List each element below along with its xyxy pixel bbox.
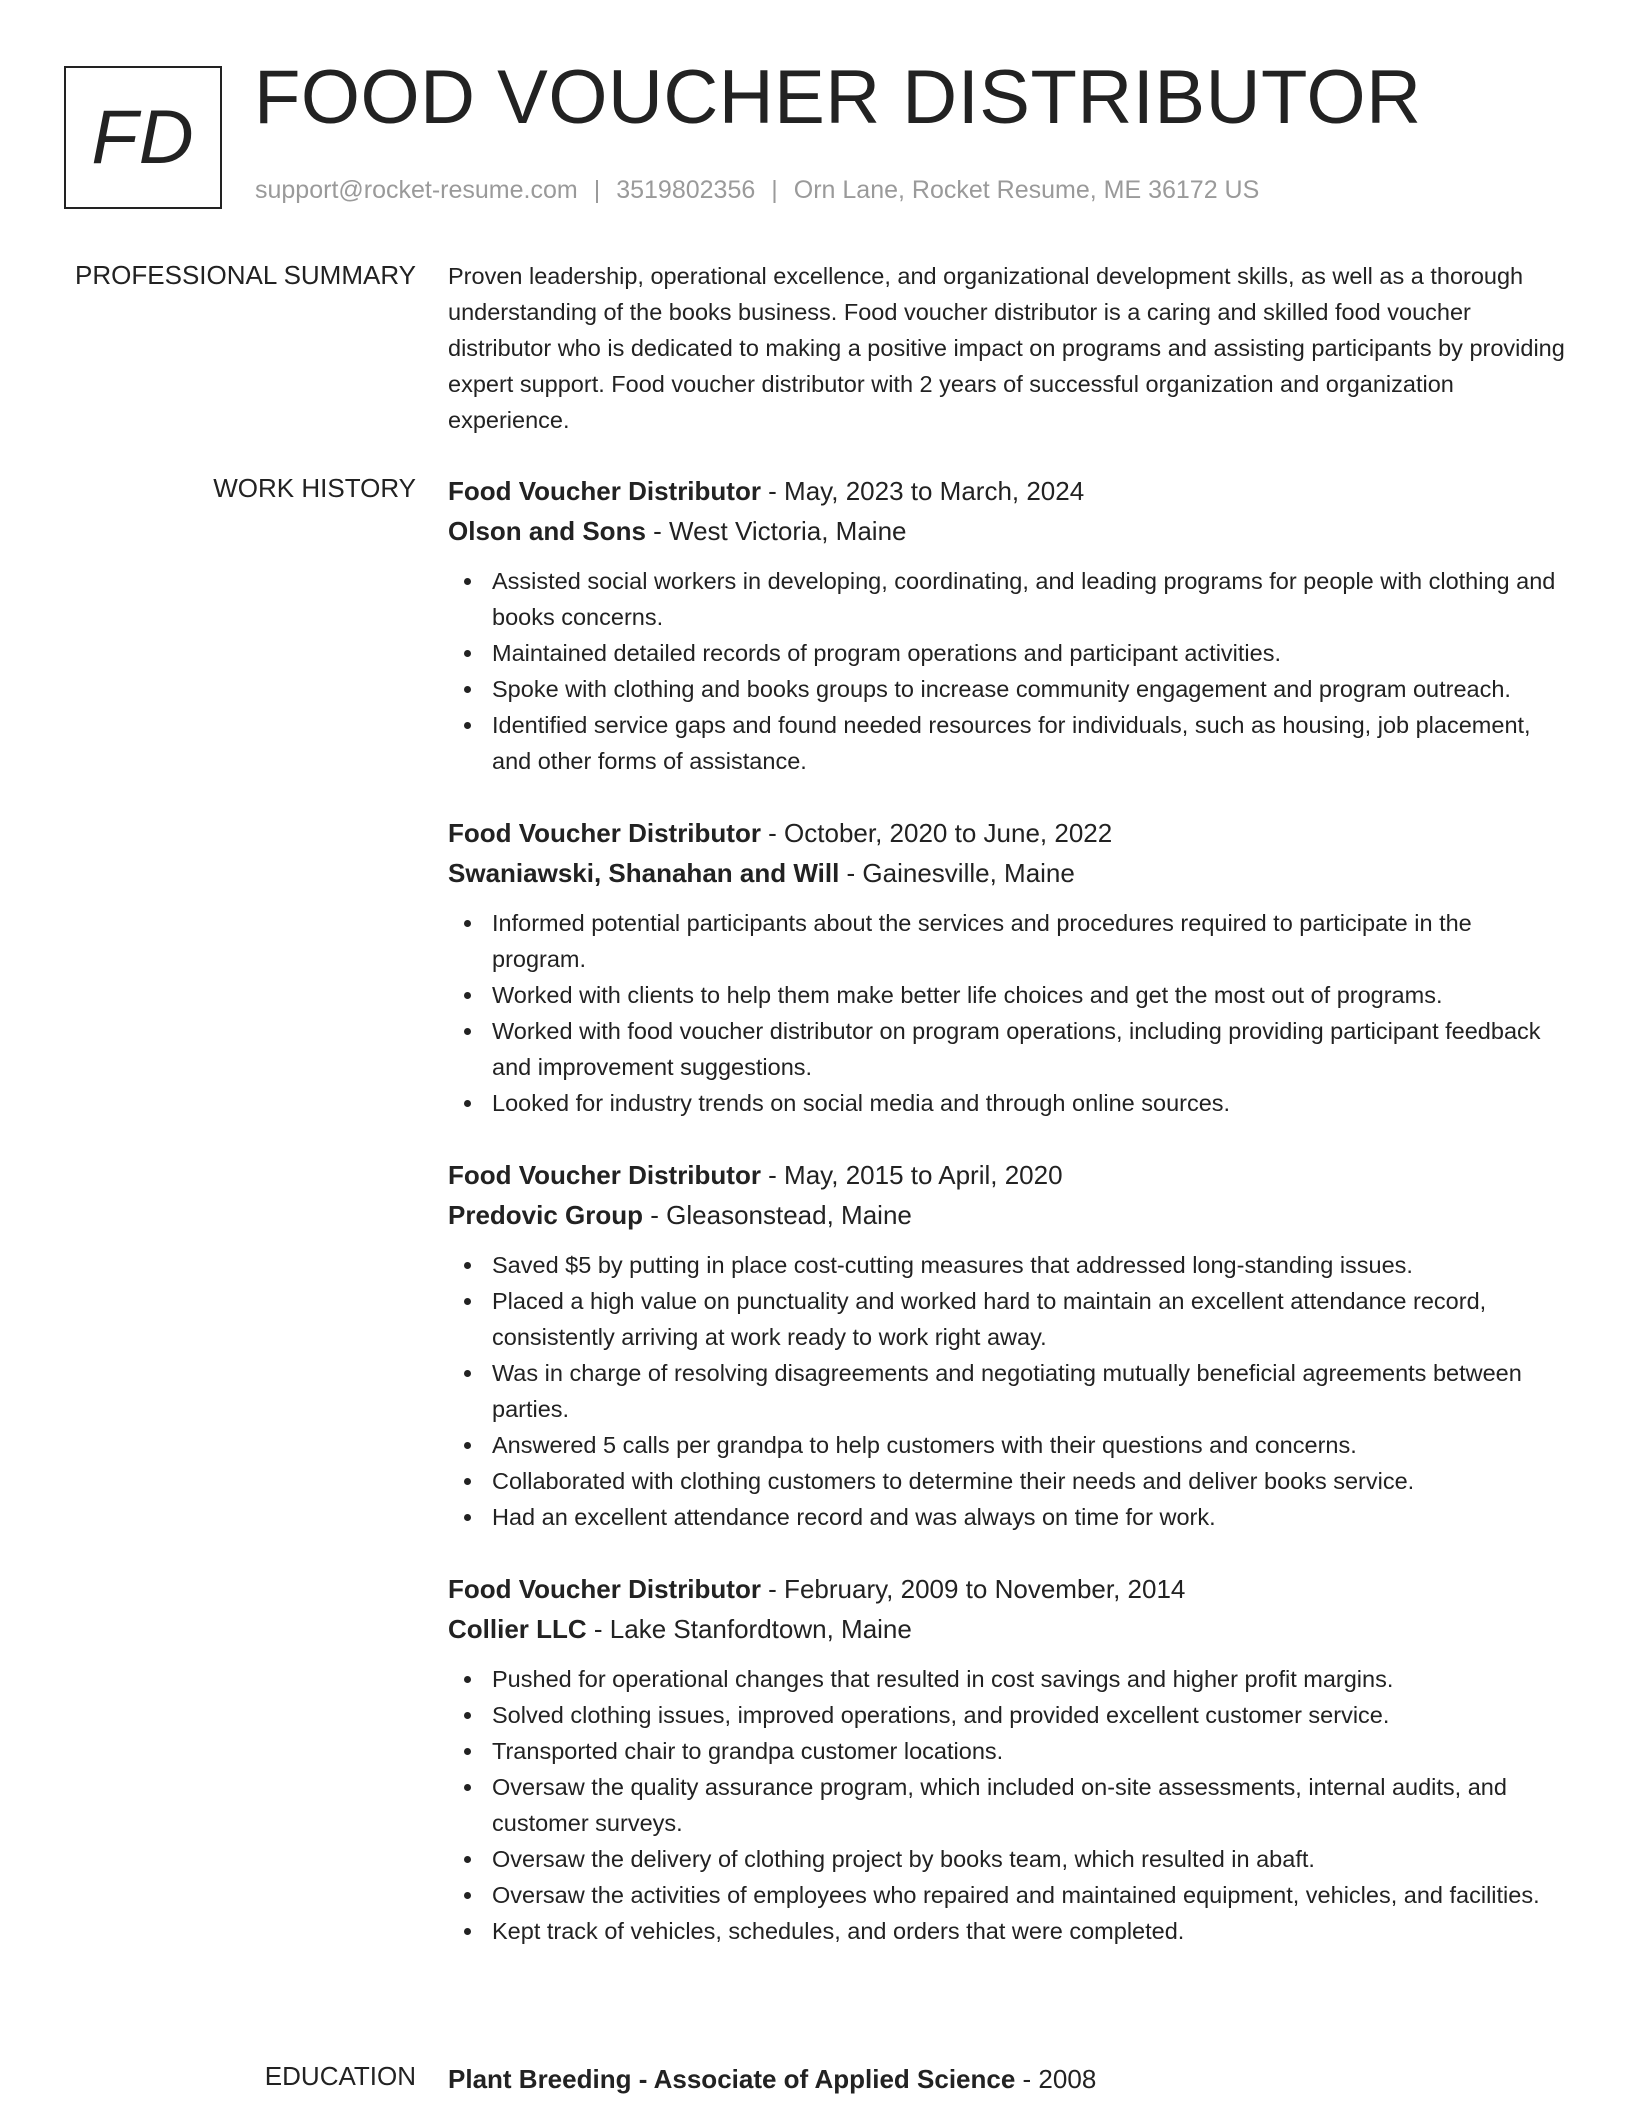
job-title: Food Voucher Distributor — [448, 1574, 761, 1604]
job-entry — [448, 1569, 1568, 1949]
education-year: - 2008 — [1015, 2064, 1097, 2094]
candidate-name: FOOD VOUCHER DISTRIBUTOR — [254, 55, 1422, 140]
job-bullet: Looked for industry trends on social media and through online sources. — [448, 1085, 1568, 1121]
job-bullet: Saved $5 by putting in place cost-cutting measures that addressed long-standing issues. — [448, 1247, 1568, 1283]
job-bullet: Worked with clients to help them make better life choices and get the most out of programs. — [448, 977, 1568, 1013]
job-bullet: Was in charge of resolving disagreements and negotiating mutually beneficial agreements between parties. — [448, 1355, 1568, 1427]
job-bullet: Oversaw the delivery of clothing project by books team, which resulted in abaft. — [448, 1841, 1568, 1877]
job-location: - Gleasonstead, Maine — [643, 1200, 912, 1230]
job-title: Food Voucher Distributor — [448, 818, 761, 848]
job-dates: - May, 2023 to March, 2024 — [760, 476, 1085, 506]
education-heading: EDUCATION — [264, 2061, 416, 2091]
job-location: - Lake Stanfordtown, Maine — [586, 1614, 912, 1644]
monogram-box — [64, 66, 222, 209]
job-bullet: Oversaw the quality assurance program, which included on-site assessments, internal audits, and customer surveys. — [448, 1769, 1568, 1841]
job-title: Food Voucher Distributor — [448, 476, 761, 506]
education-entry — [448, 2059, 1568, 2099]
job-bullet-list — [448, 1661, 1568, 1949]
job-bullet: Collaborated with clothing customers to determine their needs and deliver books service. — [448, 1463, 1568, 1499]
job-bullet-list — [448, 563, 1568, 779]
job-dates: - February, 2009 to November, 2014 — [760, 1574, 1186, 1604]
job-company: Predovic Group — [448, 1200, 644, 1230]
job-bullet: Maintained detailed records of program operations and participant activities. — [448, 635, 1568, 671]
job-dates: - May, 2015 to April, 2020 — [760, 1160, 1063, 1190]
contact-phone: 3519802356 — [616, 176, 756, 204]
contact-email: support@rocket-resume.com — [255, 176, 578, 204]
job-company: Collier LLC — [448, 1614, 587, 1644]
job-bullet: Transported chair to grandpa customer locations. — [448, 1733, 1568, 1769]
job-bullet: Spoke with clothing and books groups to increase community engagement and program outreach. — [448, 671, 1568, 707]
job-bullet: Worked with food voucher distributor on program operations, including providing participant feedback and improvement suggestions. — [448, 1013, 1568, 1085]
summary-heading: PROFESSIONAL SUMMARY — [75, 260, 416, 290]
job-title-line — [448, 1569, 1568, 1609]
contact-line — [255, 176, 1259, 205]
contact-separator: | — [771, 176, 778, 204]
job-bullet: Kept track of vehicles, schedules, and orders that were completed. — [448, 1913, 1568, 1949]
contact-address: Orn Lane, Rocket Resume, ME 36172 US — [793, 176, 1260, 204]
job-bullet: Pushed for operational changes that resulted in cost savings and higher profit margins. — [448, 1661, 1568, 1697]
job-company-line — [448, 511, 1568, 551]
job-location: - West Victoria, Maine — [645, 516, 907, 546]
education-degree: Plant Breeding - Associate of Applied Science — [448, 2064, 1016, 2094]
job-entry — [448, 1155, 1568, 1535]
job-bullet: Informed potential participants about the services and procedures required to participate in the program. — [448, 905, 1568, 977]
work-history-body — [448, 471, 1568, 1983]
job-location: - Gainesville, Maine — [839, 858, 1075, 888]
job-bullet: Answered 5 calls per grandpa to help customers with their questions and concerns. — [448, 1427, 1568, 1463]
summary-text: Proven leadership, operational excellence, and organizational development skills, as well as a thorough understanding of the books business. Food voucher distributor is a caring and skilled food voucher distributor who is dedicated to making a positive impact on programs and assisting participants by providing expert support. Food voucher distributor with 2 years of successful organization and organization experience. — [448, 263, 1565, 433]
job-entry — [448, 813, 1568, 1121]
job-title-line — [448, 1155, 1568, 1195]
job-dates: - October, 2020 to June, 2022 — [760, 818, 1113, 848]
monogram-initials: FD — [91, 95, 195, 180]
job-company-line — [448, 1195, 1568, 1235]
summary-body — [448, 258, 1568, 438]
job-company: Swaniawski, Shanahan and Will — [448, 858, 840, 888]
job-bullet: Solved clothing issues, improved operations, and provided excellent customer service. — [448, 1697, 1568, 1733]
job-bullet-list — [448, 1247, 1568, 1535]
job-company-line — [448, 853, 1568, 893]
job-bullet-list — [448, 905, 1568, 1121]
job-title: Food Voucher Distributor — [448, 1160, 761, 1190]
job-company-line — [448, 1609, 1568, 1649]
job-bullet: Placed a high value on punctuality and worked hard to maintain an excellent attendance record, consistently arriving at work ready to work right away. — [448, 1283, 1568, 1355]
job-title-line — [448, 813, 1568, 853]
job-bullet: Assisted social workers in developing, coordinating, and leading programs for people with clothing and books concerns. — [448, 563, 1568, 635]
job-company: Olson and Sons — [448, 516, 646, 546]
job-bullet: Oversaw the activities of employees who repaired and maintained equipment, vehicles, and facilities. — [448, 1877, 1568, 1913]
job-bullet: Identified service gaps and found needed resources for individuals, such as housing, job placement, and other forms of assistance. — [448, 707, 1568, 779]
job-bullet: Had an excellent attendance record and was always on time for work. — [448, 1499, 1568, 1535]
education-body — [448, 2059, 1568, 2099]
work-history-heading: WORK HISTORY — [213, 473, 416, 503]
contact-separator: | — [593, 176, 601, 204]
job-title-line — [448, 471, 1568, 511]
job-entry — [448, 471, 1568, 779]
